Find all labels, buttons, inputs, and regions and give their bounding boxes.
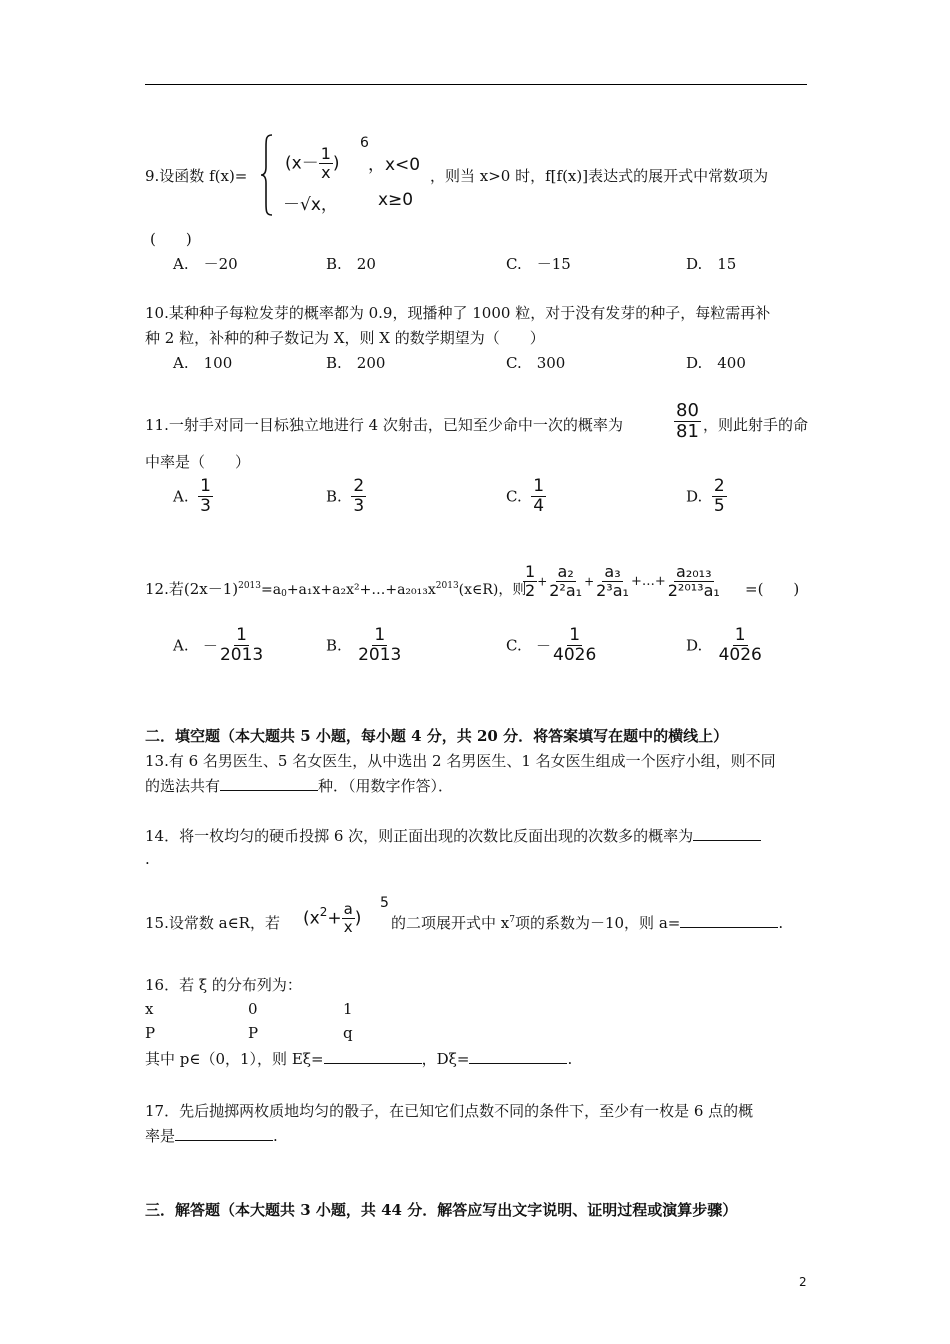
q9-option-c: C. －15: [506, 255, 571, 273]
q17-answer-blank[interactable]: [175, 1125, 273, 1141]
q12-expression: 12.若$(2x-1)^{2013}=a_0+a_1x+a_2x^2+\dots+a_{2013}x^{2013}(x\in R)$，则: [145, 580, 527, 599]
q9-option-a: A. －20: [173, 255, 238, 273]
q11-option-b: B. $\frac{2}{3}$: [326, 476, 365, 516]
q9-case1-condition: ，x<0: [368, 155, 421, 175]
q10-option-c: C. 300: [506, 354, 566, 372]
q16-row-p-label: P: [145, 1024, 156, 1042]
q10-line1: 10.某种种子每粒发芽的概率都为 0.9，现播种了 1000 粒，对于没有发芽的种子，每粒需再补: [145, 304, 771, 322]
q16-row-p-0: P: [248, 1024, 259, 1042]
q11-option-a: A. $\frac{1}{3}$: [173, 476, 211, 516]
q14-line1: 14．将一枚均匀的硬币投掷 6 次，则正面出现的次数比反面出现的次数多的概率为: [145, 825, 761, 846]
q12-option-a: A. － $\frac{1}{2013}$: [173, 625, 264, 665]
q17-line1: 17．先后抛掷两枚质地均匀的骰子，在已知它们点数不同的条件下，至少有一枚是 6 点的概: [145, 1102, 754, 1120]
q9-prefix: 9.设函数 f(x)=: [145, 167, 248, 185]
q9-paren: ( ): [150, 230, 192, 248]
q11-option-c: C. $\frac{1}{4}$: [506, 476, 545, 516]
q12-sum: $\frac{1}{2}$ + $\frac{\text{a₂}}{\text{2²a₁}}$ + $\frac{\text{a₃}}{\text{2³a₁}}$ +…+ $\frac{\text{a₂₀₁₃}}{\text{2²⁰¹³a₁}}$: [525, 562, 720, 600]
q15-exponent: 5: [380, 895, 389, 911]
q9-case2: －√x，: [283, 195, 338, 215]
page-number: 2: [799, 1275, 807, 1289]
q13-line2: 的选法共有 种．（用数字作答）．: [145, 777, 454, 795]
q9-case1: (x－ $\frac{1}{x}$ ): [285, 144, 340, 182]
q10-line2: 种 2 粒，补种的种子数记为 X，则 X 的数学期望为（ ）: [145, 329, 545, 347]
q16-row-x-1: 1: [343, 1000, 353, 1018]
q9-case1-exponent: 6: [360, 135, 369, 151]
q16-line4: 其中 p∈（0，1），则 Eξ= ，Dξ= .: [145, 1050, 573, 1068]
q16-row-x-0: 0: [248, 1000, 258, 1018]
q11-line2: 中率是（ ）: [145, 453, 251, 471]
q15-expression: ($x^2+$ $\frac{a}{x}$ ): [303, 900, 362, 936]
q16-e-answer-blank[interactable]: [324, 1048, 422, 1064]
q17-line2: 率是 .: [145, 1127, 278, 1145]
q16-line1: 16．若 ξ 的分布列为：: [145, 976, 302, 994]
q11-option-d: D. $\frac{2}{5}$: [686, 476, 725, 516]
q9-option-b: B. 20: [326, 255, 376, 273]
q12-option-b: B. $\frac{1}{2013}$: [326, 625, 402, 665]
q13-line1: 13.有 6 名男医生、5 名女医生，从中选出 2 名男医生、1 名女医生组成一个医疗小组，则不同: [145, 752, 776, 770]
q10-option-b: B. 200: [326, 354, 386, 372]
q9-case2-condition: x≥0: [378, 190, 414, 210]
left-brace-icon: [260, 133, 274, 217]
q15-prefix: 15.设常数 a∈R，若: [145, 914, 280, 932]
q14-answer-blank[interactable]: [693, 825, 761, 841]
q9-suffix: ，则当 x>0 时，f[f(x)]表达式的展开式中常数项为: [430, 167, 769, 185]
q12-end: =( ): [745, 580, 800, 598]
q15-rest: 的二项展开式中 $x^7$项的系数为－10，则 a= .: [391, 914, 784, 932]
q10-option-a: A. 100: [173, 354, 233, 372]
header-rule: [145, 84, 807, 85]
q11-line1: 11.一射手对同一目标独立地进行 4 次射击，已知至少命中一次的概率为: [145, 416, 623, 434]
q9-option-d: D. 15: [686, 255, 737, 273]
q11-fraction: $\frac{80}{81}$: [676, 400, 699, 442]
q13-answer-blank[interactable]: [220, 775, 318, 791]
q14-line2: .: [145, 850, 150, 868]
q15-answer-blank[interactable]: [680, 912, 778, 928]
q11-line1-end: ，则此射手的命: [703, 416, 809, 434]
section3-heading: 三．解答题（本大题共 3 小题，共 44 分．解答应写出文字说明、证明过程或演算步骤）: [145, 1201, 738, 1219]
q12-option-d: D. $\frac{1}{4026}$: [686, 625, 762, 665]
q10-option-d: D. 400: [686, 354, 746, 372]
q16-row-p-1: q: [343, 1024, 353, 1042]
q16-d-answer-blank[interactable]: [469, 1048, 567, 1064]
section2-heading: 二．填空题（本大题共 5 小题，每小题 4 分，共 20 分．将答案填写在题中的横线上）: [145, 727, 729, 745]
q16-row-x-label: x: [145, 1000, 154, 1018]
q12-option-c: C. － $\frac{1}{4026}$: [506, 625, 597, 665]
